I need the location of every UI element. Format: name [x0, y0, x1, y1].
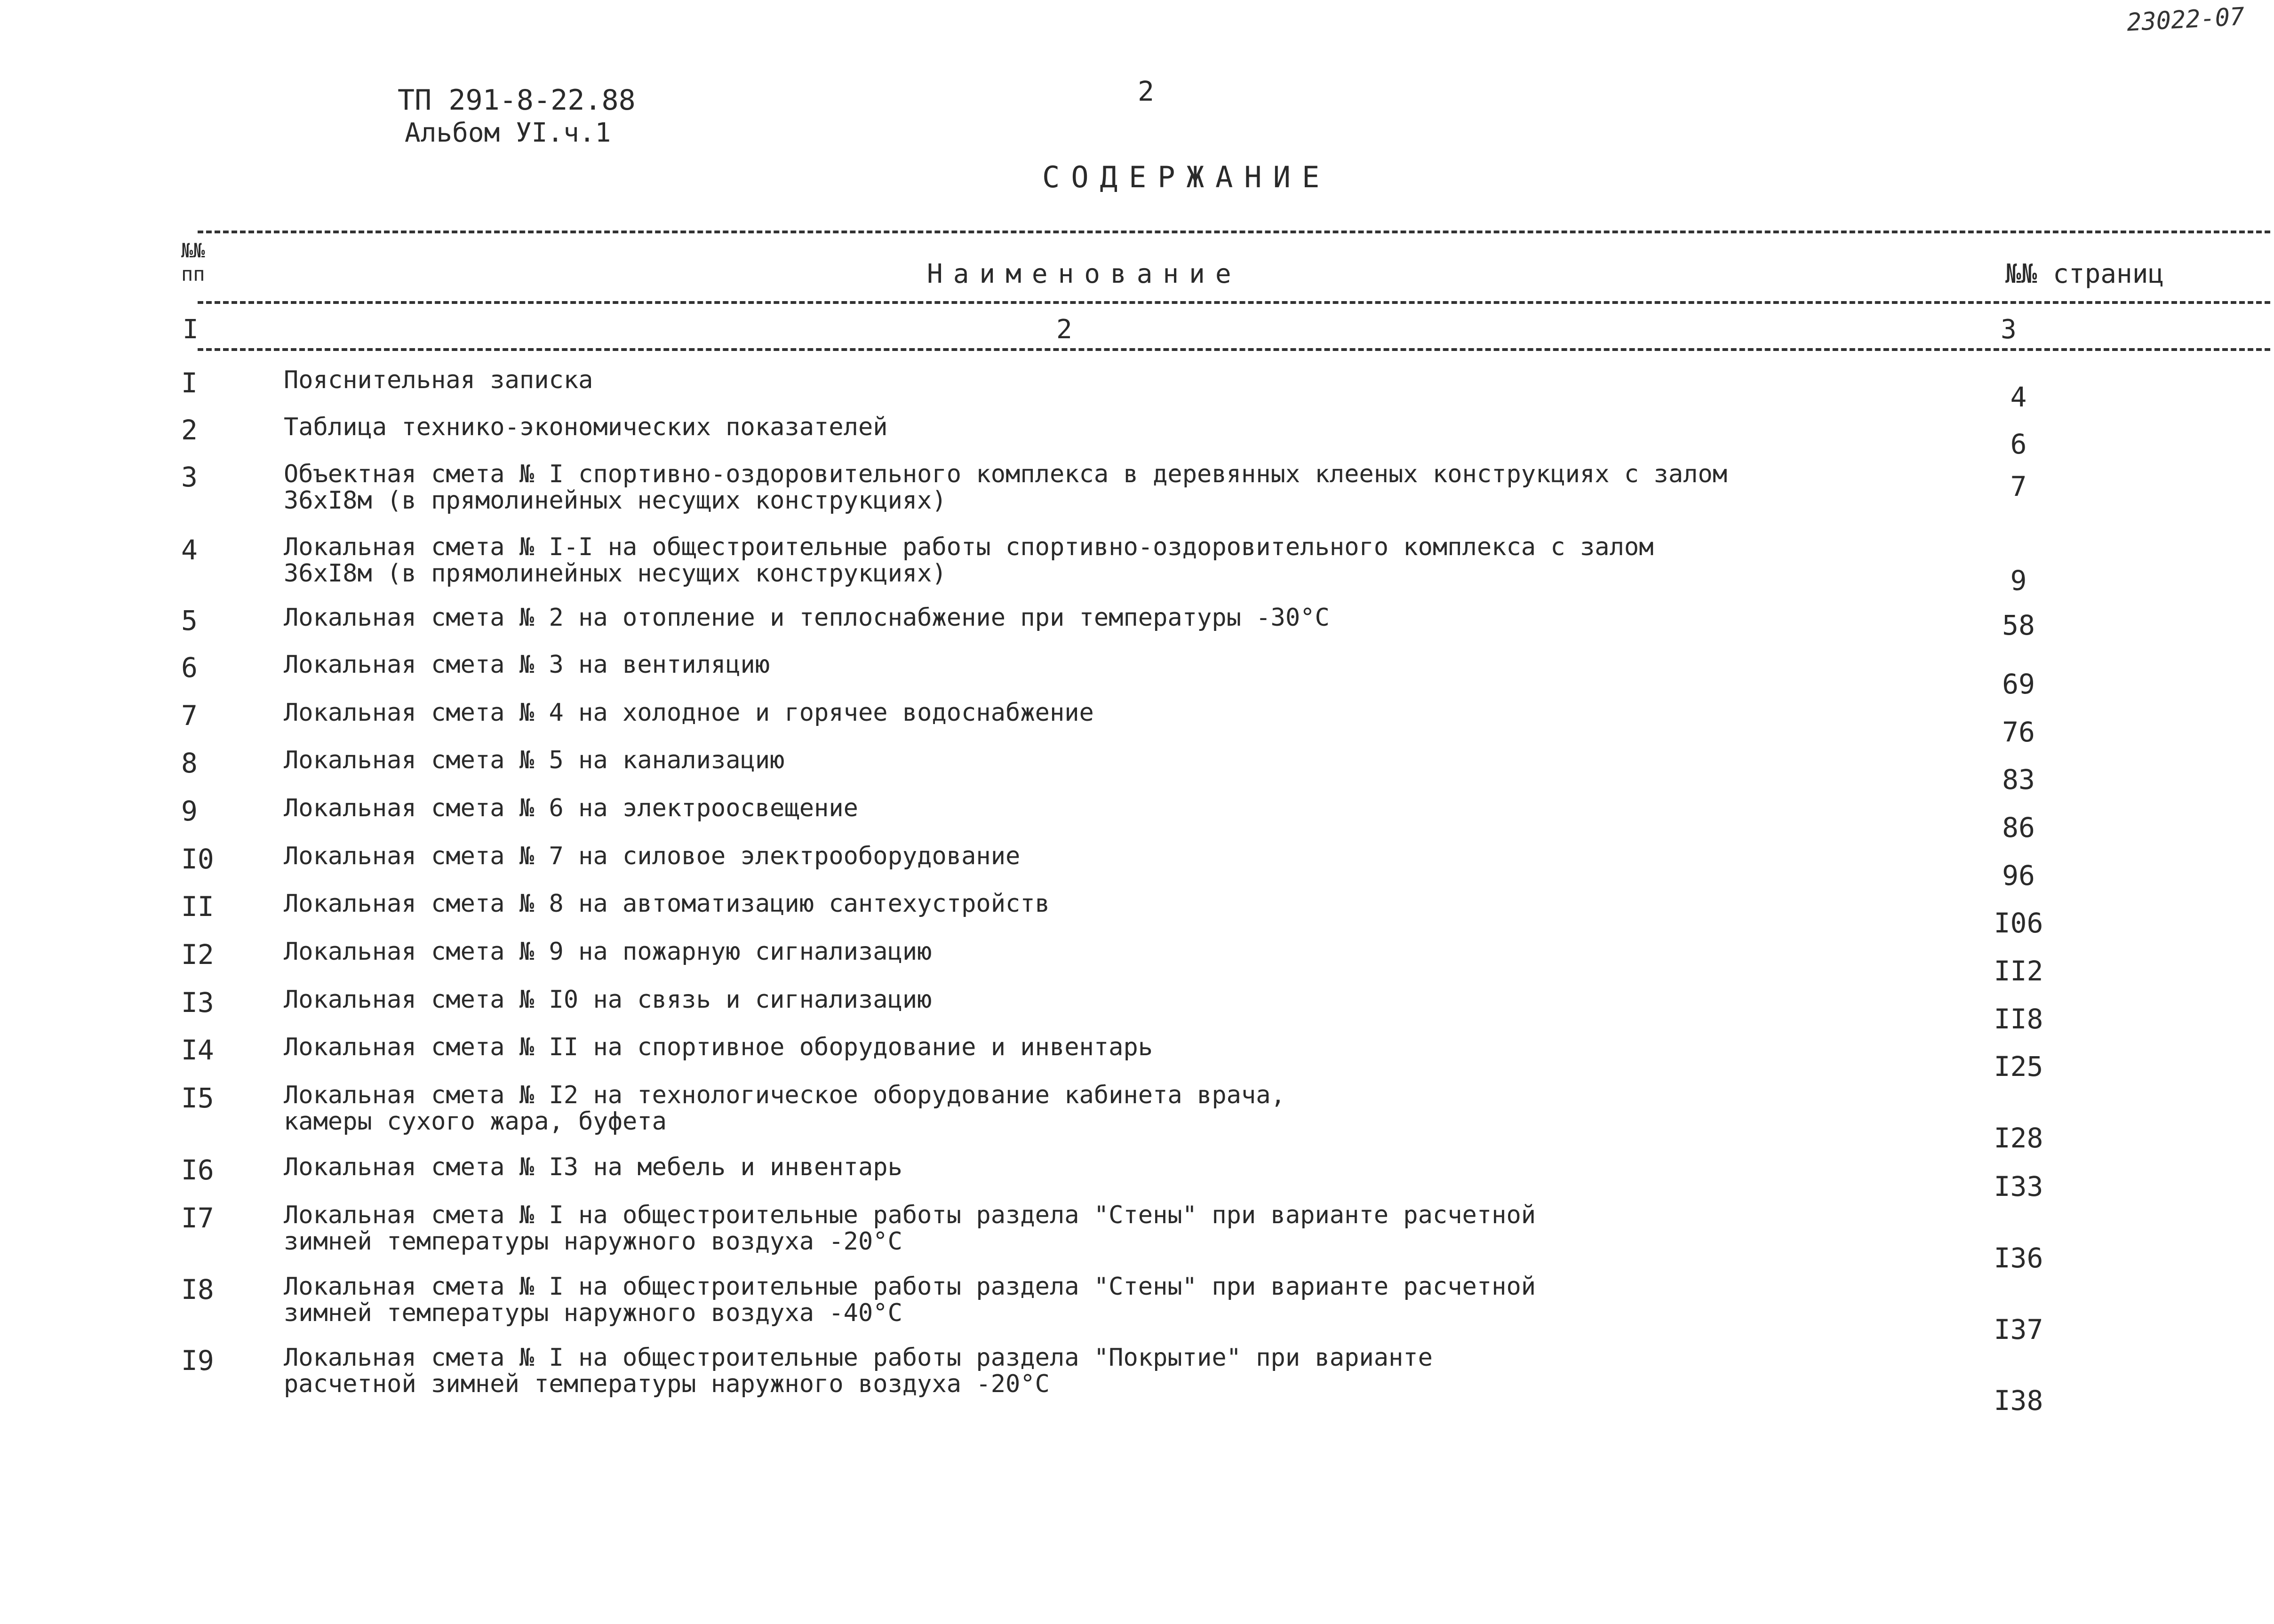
item-title: Таблица технико-экономических показателей — [284, 413, 888, 441]
item-page: 9 — [2010, 565, 2027, 597]
item-title: Локальная смета № I0 на связь и сигнализацию — [284, 986, 932, 1014]
item-number: 9 — [181, 795, 198, 827]
item-number: 3 — [181, 461, 198, 493]
item-page: I36 — [1994, 1242, 2043, 1274]
item-page: I38 — [1994, 1385, 2043, 1417]
item-title: Локальная смета № 3 на вентиляцию — [284, 651, 770, 679]
item-title: Локальная смета № 6 на электроосвещение — [284, 794, 858, 822]
item-number: I6 — [181, 1154, 214, 1186]
item-title: Локальная смета № 8 на автоматизацию сантехустройств — [284, 890, 1050, 918]
item-number: II — [181, 891, 214, 923]
item-title: Локальная смета № II на спортивное оборудование и инвентарь — [284, 1033, 1153, 1061]
item-title: Локальная смета № I на общестроительные работы раздела "Стены" при варианте расчетной зимней температуры наружного воздуха -40°С — [284, 1273, 1536, 1327]
item-title: Локальная смета № 7 на силовое электрооборудование — [284, 842, 1021, 870]
item-page: 86 — [2002, 812, 2035, 844]
item-number: I2 — [181, 939, 214, 971]
archive-number: 23022-07 — [2126, 2, 2245, 37]
item-number: 6 — [181, 652, 198, 684]
item-title: Локальная смета № 5 на канализацию — [284, 746, 785, 774]
page-number: 2 — [1138, 75, 1154, 107]
item-number: 2 — [181, 414, 198, 446]
item-title: Локальная смета № 2 на отопление и теплоснабжение при температуры -30°С — [284, 604, 1330, 632]
item-number: I8 — [181, 1274, 214, 1306]
item-number: I0 — [181, 843, 214, 875]
item-page: 7 — [2010, 470, 2027, 502]
column-index-3: 3 — [2001, 314, 2017, 345]
item-page: 83 — [2002, 764, 2035, 796]
item-page: 4 — [2010, 381, 2027, 413]
item-page: II2 — [1994, 955, 2043, 987]
column-index-1: I — [183, 314, 199, 345]
item-number: I9 — [181, 1345, 214, 1377]
item-page: 58 — [2002, 609, 2035, 641]
item-title: Локальная смета № I-I на общестроительные работы спортивно-оздоровительного комплекса с залом 36хI8м (в прямолинейных несущих конструкциях) — [284, 533, 1654, 588]
document-code: ТП 291-8-22.88 — [398, 84, 636, 117]
item-title: Локальная смета № I2 на технологическое оборудование кабинета врача, камеры сухого жара, буфета — [284, 1081, 1285, 1136]
item-page: II8 — [1994, 1003, 2043, 1035]
item-number: I4 — [181, 1034, 214, 1066]
item-page: I28 — [1994, 1122, 2043, 1154]
item-number: I — [181, 367, 198, 399]
item-number: 4 — [181, 534, 198, 566]
item-number: 7 — [181, 700, 198, 732]
item-page: I33 — [1994, 1170, 2043, 1202]
item-title: Объектная смета № I спортивно-оздоровительного комплекса в деревянных клееных конструкциях с залом 36хI8м (в прямолинейных несущих конструкциях) — [284, 460, 1728, 515]
header-pages-column: №№ страниц — [2005, 259, 2164, 289]
item-page: 6 — [2010, 428, 2027, 460]
item-page: 69 — [2002, 668, 2035, 700]
item-title: Локальная смета № I3 на мебель и инвентарь — [284, 1153, 902, 1181]
item-title: Локальная смета № 4 на холодное и горячее водоснабжение — [284, 699, 1094, 727]
item-title: Пояснительная записка — [284, 366, 593, 394]
item-page: I37 — [1994, 1314, 2043, 1345]
item-page: I06 — [1994, 907, 2043, 939]
column-index-2: 2 — [1056, 314, 1072, 345]
item-title: Локальная смета № I на общестроительные работы раздела "Покрытие" при варианте расчетной зимней температуры наружного воздуха -20°С — [284, 1344, 1433, 1398]
item-page: I25 — [1994, 1051, 2043, 1083]
item-number: I7 — [181, 1202, 214, 1234]
header-name-column: Наименование — [927, 259, 1242, 289]
item-number: 8 — [181, 747, 198, 779]
header-number-column: №№ пп — [181, 239, 205, 286]
item-number: I3 — [181, 987, 214, 1019]
item-page: 96 — [2002, 860, 2035, 892]
item-number: 5 — [181, 605, 198, 637]
page-title: СОДЕРЖАНИЕ — [1042, 160, 1331, 194]
item-title: Локальная смета № I на общестроительные работы раздела "Стены" при варианте расчетной зимней температуры наружного воздуха -20°С — [284, 1201, 1536, 1256]
item-title: Локальная смета № 9 на пожарную сигнализацию — [284, 938, 932, 966]
album-label: Альбом УI.ч.1 — [405, 118, 611, 148]
item-page: 76 — [2002, 716, 2035, 748]
item-number: I5 — [181, 1082, 214, 1114]
